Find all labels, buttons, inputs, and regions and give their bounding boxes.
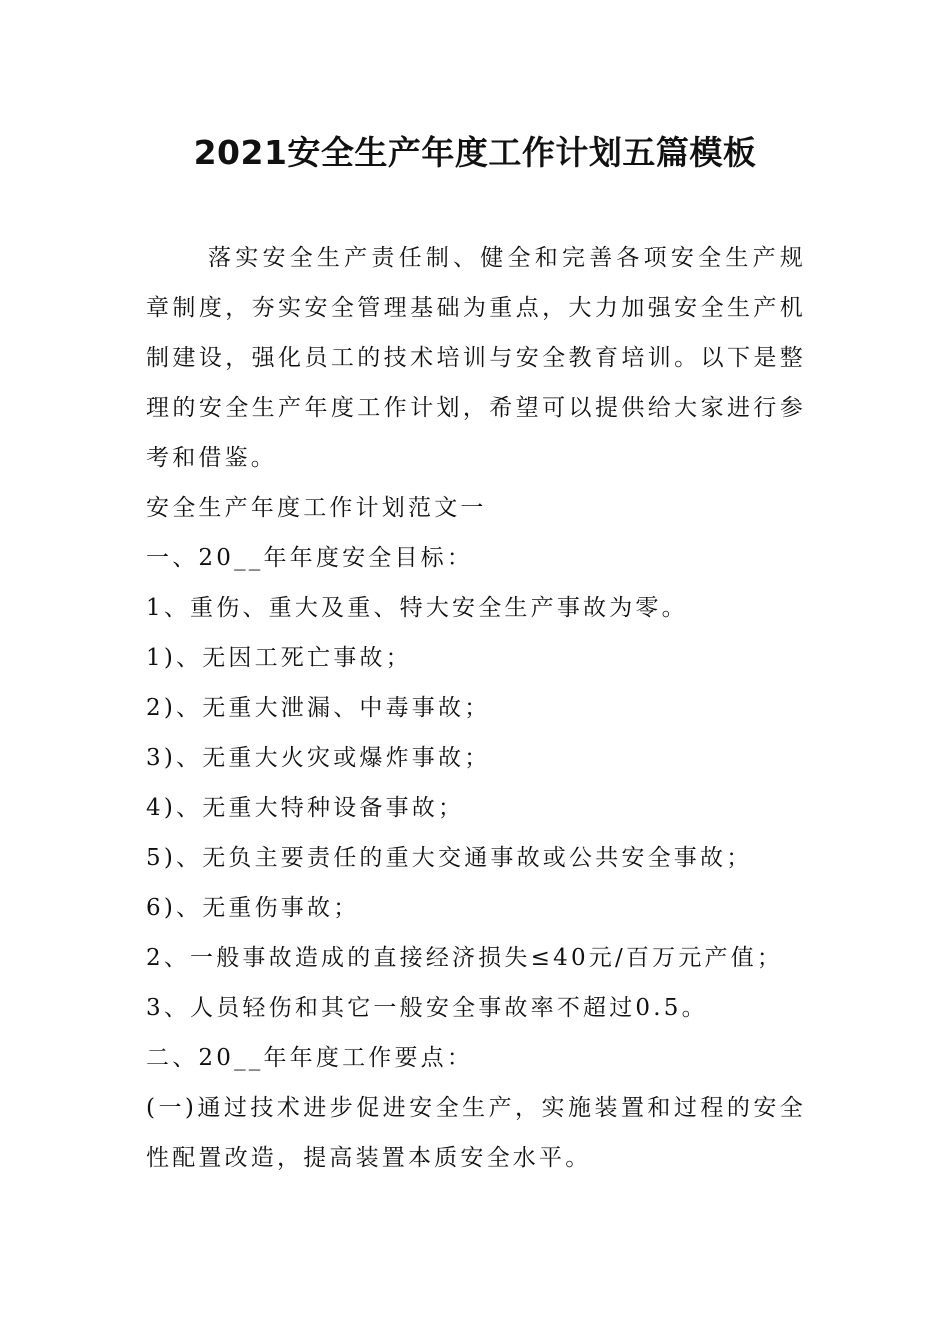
- goal-subitem-1: 1)、无因工死亡事故；: [146, 645, 412, 671]
- heading-annual-safety-goals: 一、20__年年度安全目标：: [146, 545, 474, 571]
- goal-subitem-4: 4)、无重大特种设备事故；: [146, 795, 465, 821]
- goal-item-2: 2、一般事故造成的直接经济损失≤40元/百万元产值；: [146, 945, 784, 971]
- goal-item-3: 3、人员轻伤和其它一般安全事故率不超过0.5。: [146, 995, 708, 1021]
- goal-item-1: 1、重伤、重大及重、特大安全生产事故为零。: [146, 595, 688, 621]
- intro-paragraph: 落实安全生产责任制、健全和完善各项安全生产规章制度，夯实安全管理基础为重点，大力加强安全生产机制建设，强化员工的技术培训与安全教育培训。以下是整理的安全生产年度工作计划，希望可以提供给大家进行参考和借鉴。: [146, 245, 806, 471]
- goal-subitem-6: 6)、无重伤事故；: [146, 895, 360, 921]
- heading-annual-work-points: 二、20__年年度工作要点：: [146, 1045, 474, 1071]
- document-body: [146, 233, 806, 1183]
- goal-subitem-5: 5)、无负主要责任的重大交通事故或公共安全事故；: [146, 845, 753, 871]
- goal-subitem-3: 3)、无重大火灾或爆炸事故；: [146, 745, 491, 771]
- goal-subitem-2: 2)、无重大泄漏、中毒事故；: [146, 695, 491, 721]
- work-point-1: (一)通过技术进步促进安全生产，实施装置和过程的安全性配置改造，提高装置本质安全水平。: [146, 1095, 806, 1171]
- document-title: 2021安全生产年度工作计划五篇模板: [193, 133, 757, 172]
- section-heading-sample-one: 安全生产年度工作计划范文一: [146, 495, 487, 521]
